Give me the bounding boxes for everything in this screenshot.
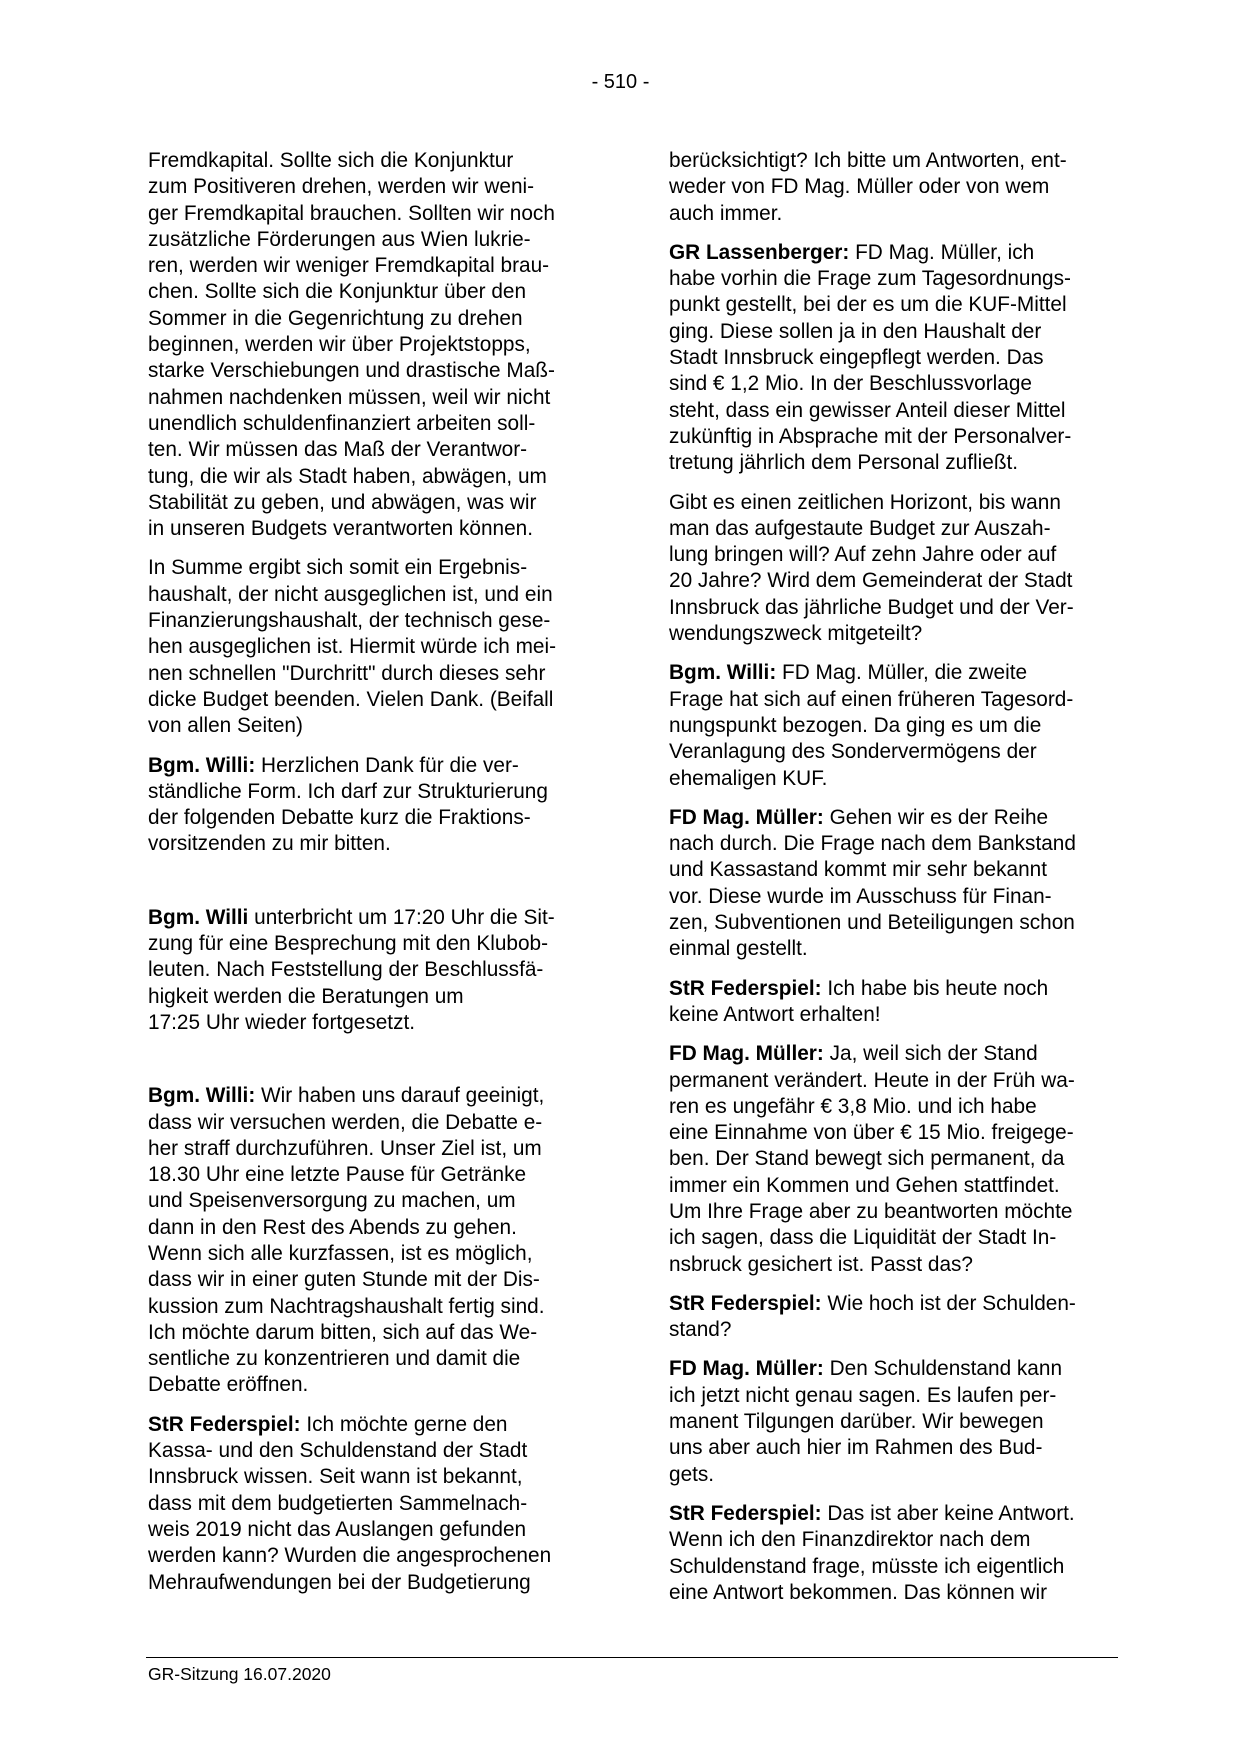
line-text: man das aufgestaute Budget zur Auszah- bbox=[669, 516, 1051, 540]
paragraph bbox=[148, 1412, 611, 1596]
line-text: manent Tilgungen darüber. Wir bewegen bbox=[669, 1410, 1044, 1434]
line-text: zen, Subventionen und Beteiligungen schon bbox=[669, 911, 1075, 935]
text-line bbox=[669, 292, 1132, 318]
speaker-name: FD Mag. Müller: bbox=[669, 1357, 824, 1381]
text-line bbox=[669, 240, 1132, 266]
line-text: werden kann? Wurden die angesprochenen bbox=[148, 1544, 552, 1568]
text-line bbox=[669, 766, 1132, 792]
paragraph bbox=[669, 1041, 1132, 1278]
paragraph bbox=[669, 1356, 1132, 1487]
line-text: Ich möchte gerne den bbox=[300, 1412, 508, 1436]
paragraph bbox=[148, 148, 611, 542]
line-text: tung, die wir als Stadt haben, abwägen, um bbox=[148, 464, 547, 488]
text-line bbox=[148, 1464, 611, 1490]
line-text: habe vorhin die Frage zum Tagesordnungs- bbox=[669, 267, 1071, 291]
line-text: Wie hoch ist der Schulden- bbox=[821, 1291, 1076, 1315]
text-line bbox=[148, 753, 611, 779]
line-text: auch immer. bbox=[669, 201, 783, 225]
text-line bbox=[669, 1462, 1132, 1488]
text-line bbox=[148, 1570, 611, 1596]
text-line bbox=[669, 976, 1132, 1002]
paragraph bbox=[148, 753, 611, 858]
text-line bbox=[148, 1110, 611, 1136]
line-text: ich jetzt nicht genau sagen. Es laufen per- bbox=[669, 1383, 1057, 1407]
line-text: stand? bbox=[669, 1318, 732, 1342]
line-text: Das ist aber keine Antwort. bbox=[821, 1501, 1075, 1525]
line-text: FD Mag. Müller, ich bbox=[849, 240, 1035, 264]
text-line bbox=[148, 174, 611, 200]
text-line bbox=[669, 450, 1132, 476]
text-line bbox=[148, 1241, 611, 1267]
text-line bbox=[148, 1346, 611, 1372]
line-text: kussion zum Nachtragshaushalt fertig sind. bbox=[148, 1294, 545, 1318]
right-column bbox=[669, 148, 1132, 1619]
line-text: Herzlichen Dank für die ver- bbox=[255, 753, 519, 777]
line-text: higkeit werden die Beratungen um bbox=[148, 984, 464, 1008]
text-line bbox=[669, 910, 1132, 936]
line-text: dicke Budget beenden. Vielen Dank. (Beifall bbox=[148, 687, 554, 711]
text-line bbox=[669, 568, 1132, 594]
speaker-name: Bgm. Willi: bbox=[669, 661, 777, 685]
line-text: In Summe ergibt sich somit ein Ergebnis- bbox=[148, 556, 528, 580]
line-text: einmal gestellt. bbox=[669, 937, 808, 961]
text-line bbox=[148, 1320, 611, 1346]
text-line bbox=[669, 936, 1132, 962]
line-text: der folgenden Debatte kurz die Fraktions- bbox=[148, 806, 531, 830]
line-text: lung bringen will? Auf zehn Jahre oder auf bbox=[669, 543, 1057, 567]
speaker-name: StR Federspiel: bbox=[669, 976, 822, 1000]
text-line bbox=[669, 1041, 1132, 1067]
line-text: dass mit dem budgetierten Sammelnach- bbox=[148, 1491, 528, 1515]
text-line bbox=[148, 1136, 611, 1162]
line-text: eine Antwort bekommen. Das können wir bbox=[669, 1580, 1047, 1604]
line-text: tretung jährlich dem Personal zufließt. bbox=[669, 451, 1019, 475]
line-text: zung für eine Besprechung mit den Klubob- bbox=[148, 932, 549, 956]
text-line bbox=[148, 1215, 611, 1241]
text-line bbox=[669, 1554, 1132, 1580]
line-text: ger Fremdkapital brauchen. Sollten wir noch bbox=[148, 201, 555, 225]
line-text: Gehen wir es der Reihe bbox=[823, 805, 1049, 829]
speaker-name: Bgm. Willi: bbox=[148, 1084, 256, 1108]
line-text: 20 Jahre? Wird dem Gemeinderat der Stadt bbox=[669, 569, 1073, 593]
text-line bbox=[669, 595, 1132, 621]
line-text: Wenn ich den Finanzdirektor nach dem bbox=[669, 1528, 1031, 1552]
speaker-name: FD Mag. Müller: bbox=[669, 805, 824, 829]
text-line bbox=[669, 1173, 1132, 1199]
line-text: zum Positiveren drehen, werden wir weni- bbox=[148, 175, 535, 199]
text-line bbox=[148, 306, 611, 332]
line-text: und Speisenversorgung zu machen, um bbox=[148, 1189, 516, 1213]
text-line bbox=[669, 398, 1132, 424]
line-text: chen. Sollte sich die Konjunktur über den bbox=[148, 280, 527, 304]
line-text: Stadt Innsbruck eingepflegt werden. Das bbox=[669, 346, 1044, 370]
line-text: Kassa- und den Schuldenstand der Stadt bbox=[148, 1439, 528, 1463]
text-line bbox=[669, 516, 1132, 542]
footer-divider bbox=[146, 1657, 1118, 1658]
line-text: Mehraufwendungen bei der Budgetierung bbox=[148, 1570, 531, 1594]
text-line bbox=[148, 1294, 611, 1320]
speaker-name: StR Federspiel: bbox=[669, 1291, 822, 1315]
line-text: Um Ihre Frage aber zu beantworten möchte bbox=[669, 1199, 1073, 1223]
line-text: punkt gestellt, bei der es um die KUF-Mittel bbox=[669, 293, 1067, 317]
speaker-name: StR Federspiel: bbox=[669, 1501, 822, 1525]
line-text: uns aber auch hier im Rahmen des Bud- bbox=[669, 1436, 1043, 1460]
line-text: vorsitzenden zu mir bitten. bbox=[148, 832, 391, 856]
line-text: Gibt es einen zeitlichen Horizont, bis wann bbox=[669, 490, 1061, 514]
line-text: dass wir in einer guten Stunde mit der Dis- bbox=[148, 1268, 540, 1292]
line-text: permanent verändert. Heute in der Früh wa- bbox=[669, 1068, 1075, 1092]
left-column bbox=[148, 148, 611, 1609]
text-line bbox=[148, 634, 611, 660]
text-line bbox=[148, 1543, 611, 1569]
text-line bbox=[148, 1010, 611, 1036]
line-text: 17:25 Uhr wieder fortgesetzt. bbox=[148, 1010, 416, 1034]
line-text: her straff durchzuführen. Unser Ziel ist, um bbox=[148, 1136, 542, 1160]
text-line bbox=[669, 1199, 1132, 1225]
paragraph bbox=[148, 905, 611, 1036]
text-line bbox=[148, 1412, 611, 1438]
line-text: haushalt, der nicht ausgeglichen ist, und ein bbox=[148, 582, 553, 606]
text-line bbox=[669, 201, 1132, 227]
text-line bbox=[148, 582, 611, 608]
text-line bbox=[148, 608, 611, 634]
text-line bbox=[148, 1491, 611, 1517]
line-text: zusätzliche Förderungen aus Wien lukrie- bbox=[148, 227, 531, 251]
line-text: Ich möchte darum bitten, sich auf das We- bbox=[148, 1320, 538, 1344]
text-line bbox=[669, 713, 1132, 739]
text-line bbox=[669, 424, 1132, 450]
line-text: nach durch. Die Frage nach dem Bankstand bbox=[669, 832, 1076, 856]
line-text: eine Einnahme von über € 15 Mio. freigege- bbox=[669, 1121, 1074, 1145]
text-line bbox=[148, 1517, 611, 1543]
text-line bbox=[669, 345, 1132, 371]
line-text: ich sagen, dass die Liquidität der Stadt In- bbox=[669, 1226, 1057, 1250]
paragraph bbox=[669, 1501, 1132, 1606]
text-line bbox=[148, 437, 611, 463]
text-line bbox=[148, 713, 611, 739]
text-line bbox=[669, 660, 1132, 686]
text-line bbox=[148, 1267, 611, 1293]
text-line bbox=[148, 555, 611, 581]
text-line bbox=[669, 1435, 1132, 1461]
text-line bbox=[669, 1068, 1132, 1094]
line-text: sentliche zu konzentrieren und damit die bbox=[148, 1347, 521, 1371]
text-line bbox=[669, 1580, 1132, 1606]
paragraph bbox=[669, 660, 1132, 791]
text-line bbox=[148, 490, 611, 516]
text-line bbox=[148, 1372, 611, 1398]
text-line bbox=[148, 905, 611, 931]
line-text: und Kassastand kommt mir sehr bekannt bbox=[669, 858, 1047, 882]
line-text: Schuldenstand frage, müsste ich eigentlich bbox=[669, 1554, 1065, 1578]
text-line bbox=[669, 1527, 1132, 1553]
text-line bbox=[669, 739, 1132, 765]
line-text: zukünftig in Absprache mit der Personalver- bbox=[669, 424, 1072, 448]
text-line bbox=[669, 148, 1132, 174]
text-line bbox=[669, 884, 1132, 910]
text-line bbox=[669, 1291, 1132, 1317]
line-text: leuten. Nach Feststellung der Beschlussfä- bbox=[148, 958, 544, 982]
line-text: dann in den Rest des Abends zu gehen. bbox=[148, 1215, 517, 1239]
text-line bbox=[669, 542, 1132, 568]
line-text: ren, werden wir weniger Fremdkapital brau- bbox=[148, 254, 550, 278]
line-text: immer ein Kommen und Gehen stattfindet. bbox=[669, 1173, 1060, 1197]
line-text: ben. Der Stand bewegt sich permanent, da bbox=[669, 1147, 1065, 1171]
text-line bbox=[148, 1188, 611, 1214]
text-line bbox=[148, 385, 611, 411]
text-line bbox=[148, 805, 611, 831]
text-line bbox=[669, 1383, 1132, 1409]
line-text: Wenn sich alle kurzfassen, ist es möglich, bbox=[148, 1241, 533, 1265]
line-text: ständliche Form. Ich darf zur Strukturierung bbox=[148, 779, 548, 803]
text-line bbox=[669, 371, 1132, 397]
line-text: beginnen, werden wir über Projektstopps, bbox=[148, 333, 531, 357]
text-line bbox=[148, 201, 611, 227]
line-text: unendlich schuldenfinanziert arbeiten soll- bbox=[148, 411, 536, 435]
line-text: vor. Diese wurde im Ausschuss für Finan- bbox=[669, 884, 1052, 908]
text-line bbox=[669, 1094, 1132, 1120]
text-line bbox=[148, 227, 611, 253]
line-text: weder von FD Mag. Müller oder von wem bbox=[669, 175, 1050, 199]
line-text: berücksichtigt? Ich bitte um Antworten, ent- bbox=[669, 149, 1067, 172]
line-text: ren es ungefähr € 3,8 Mio. und ich habe bbox=[669, 1094, 1037, 1118]
text-line bbox=[148, 779, 611, 805]
line-text: nen schnellen "Durchritt" durch dieses sehr bbox=[148, 661, 546, 685]
text-line bbox=[669, 1146, 1132, 1172]
line-text: sind € 1,2 Mio. In der Beschlussvorlage bbox=[669, 372, 1032, 396]
text-line bbox=[669, 1317, 1132, 1343]
line-text: Frage hat sich auf einen früheren Tagesord- bbox=[669, 687, 1074, 711]
line-text: Wir haben uns darauf geeinigt, bbox=[255, 1084, 545, 1108]
text-line bbox=[148, 984, 611, 1010]
line-text: Debatte eröffnen. bbox=[148, 1373, 309, 1397]
line-text: FD Mag. Müller, die zweite bbox=[776, 661, 1028, 685]
text-line bbox=[669, 687, 1132, 713]
line-text: dass wir versuchen werden, die Debatte e- bbox=[148, 1110, 543, 1134]
text-line bbox=[148, 148, 611, 174]
text-line bbox=[669, 319, 1132, 345]
text-line bbox=[148, 464, 611, 490]
text-line bbox=[669, 805, 1132, 831]
line-text: Veranlagung des Sondervermögens der bbox=[669, 740, 1037, 764]
paragraph bbox=[669, 148, 1132, 227]
paragraph bbox=[148, 1083, 611, 1399]
text-line bbox=[669, 857, 1132, 883]
speaker-name: FD Mag. Müller: bbox=[669, 1042, 824, 1066]
line-text: unterbricht um 17:20 Uhr die Sit- bbox=[248, 905, 555, 929]
text-line bbox=[148, 931, 611, 957]
text-line bbox=[148, 253, 611, 279]
text-line bbox=[148, 1162, 611, 1188]
text-line bbox=[669, 1120, 1132, 1146]
text-line bbox=[669, 831, 1132, 857]
line-text: Den Schuldenstand kann bbox=[823, 1357, 1063, 1381]
text-line bbox=[669, 1252, 1132, 1278]
paragraph bbox=[669, 976, 1132, 1029]
line-text: Sommer in die Gegenrichtung zu drehen bbox=[148, 306, 523, 330]
line-text: nungspunkt bezogen. Da ging es um die bbox=[669, 713, 1042, 737]
line-text: gets. bbox=[669, 1462, 715, 1486]
line-text: hen ausgeglichen ist. Hiermit würde ich mei- bbox=[148, 635, 557, 659]
text-line bbox=[148, 279, 611, 305]
line-text: Ja, weil sich der Stand bbox=[823, 1042, 1038, 1066]
line-text: Ich habe bis heute noch bbox=[821, 976, 1049, 1000]
speaker-name: GR Lassenberger: bbox=[669, 240, 850, 264]
text-line bbox=[148, 831, 611, 857]
text-line bbox=[148, 1083, 611, 1109]
text-line bbox=[148, 661, 611, 687]
text-line bbox=[148, 516, 611, 542]
line-text: ehemaligen KUF. bbox=[669, 766, 828, 790]
line-text: starke Verschiebungen und drastische Maß- bbox=[148, 359, 555, 383]
paragraph bbox=[669, 240, 1132, 477]
line-text: in unseren Budgets verantworten können. bbox=[148, 517, 533, 541]
paragraph bbox=[669, 490, 1132, 648]
text-line bbox=[669, 1002, 1132, 1028]
speaker-name: Bgm. Willi bbox=[148, 905, 249, 929]
line-text: ging. Diese sollen ja in den Haushalt der bbox=[669, 319, 1042, 343]
line-text: weis 2019 nicht das Auslangen gefunden bbox=[148, 1517, 527, 1541]
text-line bbox=[669, 1356, 1132, 1382]
line-text: Finanzierungshaushalt, der technisch gese- bbox=[148, 609, 551, 633]
footer-session-date: GR-Sitzung 16.07.2020 bbox=[148, 1664, 331, 1684]
line-text: 18.30 Uhr eine letzte Pause für Getränke bbox=[148, 1163, 527, 1187]
text-line bbox=[669, 1409, 1132, 1435]
line-text: ten. Wir müssen das Maß der Verantwor- bbox=[148, 438, 528, 462]
line-text: Stabilität zu geben, und abwägen, was wir bbox=[148, 490, 537, 514]
text-line bbox=[669, 621, 1132, 647]
line-text: nahmen nachdenken müssen, weil wir nicht bbox=[148, 385, 551, 409]
speaker-name: StR Federspiel: bbox=[148, 1412, 301, 1436]
text-line bbox=[669, 1501, 1132, 1527]
paragraph bbox=[669, 1291, 1132, 1344]
line-text: wendungszweck mitgeteilt? bbox=[669, 622, 923, 646]
text-line bbox=[669, 266, 1132, 292]
text-line bbox=[148, 411, 611, 437]
line-text: steht, dass ein gewisser Anteil dieser Mittel bbox=[669, 398, 1066, 422]
text-line bbox=[148, 687, 611, 713]
text-line bbox=[148, 332, 611, 358]
line-text: Fremdkapital. Sollte sich die Konjunktur bbox=[148, 149, 514, 172]
text-line bbox=[669, 1225, 1132, 1251]
line-text: Innsbruck wissen. Seit wann ist bekannt, bbox=[148, 1465, 523, 1489]
line-text: von allen Seiten) bbox=[148, 714, 303, 738]
text-line bbox=[148, 1438, 611, 1464]
paragraph bbox=[669, 805, 1132, 963]
text-line bbox=[669, 174, 1132, 200]
page-number: - 510 - bbox=[591, 71, 650, 93]
text-line bbox=[148, 358, 611, 384]
line-text: keine Antwort erhalten! bbox=[669, 1002, 881, 1026]
line-text: nsbruck gesichert ist. Passt das? bbox=[669, 1252, 974, 1276]
speaker-name: Bgm. Willi: bbox=[148, 753, 256, 777]
line-text: Innsbruck das jährliche Budget und der Ver- bbox=[669, 595, 1074, 619]
paragraph bbox=[148, 555, 611, 739]
text-line bbox=[669, 490, 1132, 516]
text-line bbox=[148, 957, 611, 983]
